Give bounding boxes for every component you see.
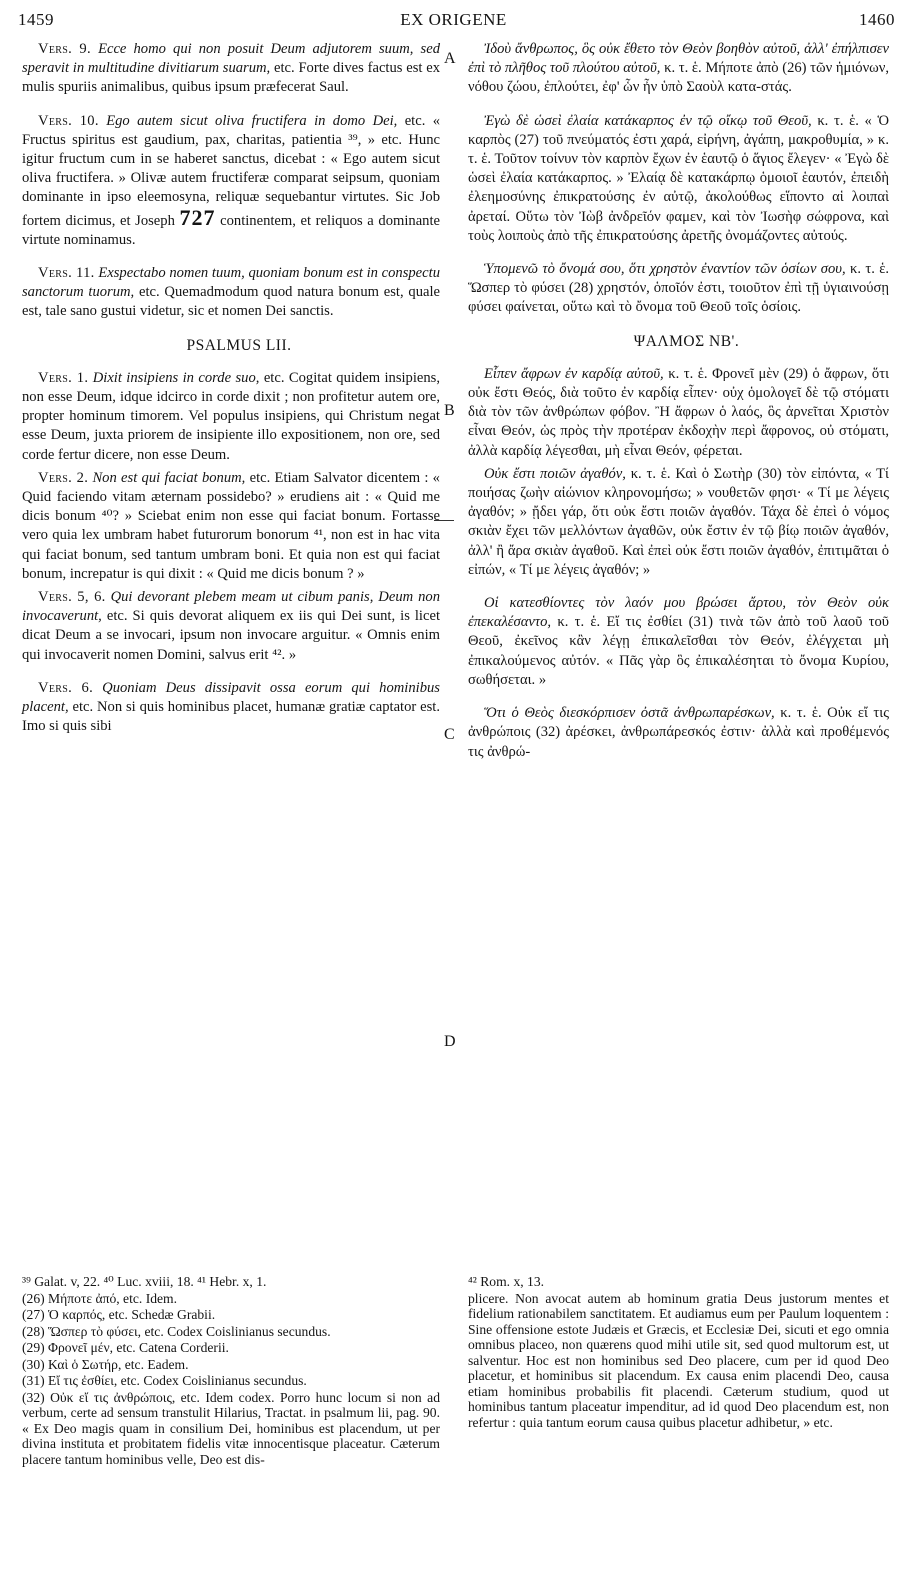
footnote-26: (26) Μήποτε ἀπό, etc. Idem. xyxy=(22,1290,178,1306)
header-title: EX ORIGENE xyxy=(400,10,507,29)
margin-letter-b: B xyxy=(444,402,455,419)
greek-column xyxy=(468,40,889,776)
latin-verse-9: Vers. 9. Ecce homo qui non posuit Deum adjutorem suum, sed speravit in multitudine divitiarum suarum, etc. Forte dives factus est ex mulis spuriis animalibus, quibus ipsum præfecerat Saul. xyxy=(22,41,440,96)
footnote-refs: ³⁹ Galat. v, 22. ⁴⁰ Luc. xviii, 18. ⁴¹ Hebr. x, 1. xyxy=(22,1274,267,1289)
running-header xyxy=(10,10,897,32)
page-mark: 727 xyxy=(179,204,216,230)
latin-psalm-verse-2: Vers. 2. Non est qui faciat bonum, etc. Etiam Salvator dicentem : « Quid faciendo vitam æternam possidebo? » erudiens ait : « Quid me dicis bonum ⁴⁰? » Sciebat enim non esse qui faciat bonum. Fortasse vero quia lex umbram habet futurorum bonorum ⁴¹, non est in hac vita qui faciat bonum, sed tantum umbram boni. Et quia non est qui faciat bonum, increpatur is qui dixit : « Quid me dicis bonum ? » xyxy=(22,469,440,582)
latin-psalm-verse-1: Vers. 1. Dixit insipiens in corde suo, etc. Cogitat quidem insipiens, non esse Deum, idque idcirco in corde dixit ; non profitetur autem ore, propter hominum timorem. Vel populus insipiens, qui Christum negat esse Deum, juxta priorem de insipiente illo expositionem, non ore, sed corde fertur dicere, non esse Deum. xyxy=(22,369,441,463)
footnotes-left xyxy=(22,1274,440,1468)
footnote-28: (28) Ὥσπερ τὸ φύσει, etc. Codex Coislinianus secundus. xyxy=(22,1323,331,1339)
greek-psalm-verse-2: Οὐκ ἔστι ποιῶν ἀγαθόν, κ. τ. ἑ. Καὶ ὁ Σωτὴρ (30) τὸν εἰπόντα, « Τί ποιήσας ζωὴν αἰώνιον κληρονομήσω; » νουθετῶν φησι· « Τί με λέγεις ἀγαθόν; » ᾔδει γάρ, ὅτι οὐκ ἔστι ποιῶν ἀγαθόν. Τάχα δὲ ἐπεὶ ὁ νόμος σκιὰν ἔχει τῶν μελλόντων ἀγαθῶν, οὐκ ἔστιν ἐν τῷ βίῳ ποιῶν ἀγαθόν, ἀλλ' ἢ ἄρα σκιὰν ἀγαθοῦ. Καὶ ἐπεὶ οὐκ ἔστι ποιῶν ἀγαθόν, ἐπιτιμᾶται ὁ εἰπών, « Τί με λέγεις ἀγαθόν; » xyxy=(468,465,889,578)
footnote-continuation: plicere. Non avocat autem ab hominum gratia Deus justorum mentes et fidelium rationabilem sanctitatem. Et audiamus eum per Paulum loquentem : Sine offensione estote Judæis et Græcis, et Ecclesiæ Dei, sicuti et ego omnia omnibus placeo, non quærens quod mihi utile sit, sed quod multorum est, ut salventur. Hoc est non hominibus sed Deo placere, cum per id quod Deo placetur, et hominibus sit placendum. Ex causa enim placendi Deo, causa etiam hominibus probabilis fit placendi. Cæterum studium, quod ut hominibus tantum placeatur impenditur, ad id quod Deo placendum est, non refertur : quia tantum eorum causa quibus placetur adhibetur, » etc. xyxy=(468,1290,889,1430)
greek-verse-10: Ἐγὼ δὲ ὡσεὶ ἐλαία κατάκαρπος ἐν τῷ οἴκῳ τοῦ Θεοῦ, κ. τ. ἑ. « Ὁ καρπὸς (27) τοῦ πνεύματός ἐστι χαρά, εἰρήνη, ἀγάπη, μακροθυμία, » κ. τ. ἑ. Τοῦτον τοίνυν τὸν καρπὸν ἔχων ἐν ἑαυτῷ ὁ ἅγιος ἔλεγεν· « Ἐγὼ δὲ ὡσεὶ ἐλαία κατάκαρπος. » Ἐλαίᾳ δὲ κατακάρπῳ ὁμοιοῖ ἑαυτόν, ἐπειδὴ ἐλεημοσύνης ἐπικρατούσης ἐν αὐτῷ, ἀκολούθως εἵποντο αἱ λοιπαὶ ἀρεταί. Οὕτω τὸν Ἰὼβ ἀνδρεῖόν φαμεν, καὶ τὸν Ἰωσὴφ σώφρονα, καὶ τοὺς λοιποὺς ἀπὸ τῆς ἐπικρατούσης ἀρετῆς ὀνομάζοντες αὐτούς. xyxy=(468,112,889,244)
footnotes-right xyxy=(468,1274,889,1430)
greek-psalm-verse-1: Εἶπεν ἄφρων ἐν καρδίᾳ αὐτοῦ, κ. τ. ἑ. Φρονεῖ μὲν (29) ὁ ἄφρων, ὅτι οὐκ ἔστι Θεός, διὰ τοῦτο ἐν καρδίᾳ εἶπεν· οὐχ ὁμολογεῖ δὲ τῷ στόματι διὰ τὸν τῶν ἀνθρώπων φόβον. Ἢ ἄφρων ὁ λαός, ὃς ἀρνεῖται Χριστὸν εἶναι Θεόν, ὡς πρὸς τὴν προτέραν ἐκδοχὴν περὶ ἄφρονος, οὐ στόματι, ἀλλὰ καρδίᾳ λέγεσθαι, μὴ εἶναι Θεόν, φέρεται. xyxy=(468,365,889,459)
latin-verse-10: Vers. 10. Ego autem sicut oliva fructifera in domo Dei, etc. « Fructus spiritus est gaudium, pax, charitas, patientia ³⁹, » etc. Hunc igitur fructum cum in se haberet sanctus, dicebat : « Ego autem sicut oliva fructifera. » Olivæ autem fructiferæ comparat seipsum, quoniam dominante in ipso eleemosyna, reliquæ sequebantur virtutes. Sic Job fortem dicimus, et Joseph 727 continentem, et reliquos a dominante virtute nominamus. xyxy=(22,112,441,248)
page-number-left: 1459 xyxy=(18,10,54,29)
greek-verse-9: Ἰδοὺ ἄνθρωπος, ὃς οὐκ ἔθετο τὸν Θεὸν βοηθὸν αὐτοῦ, ἀλλ' ἐπήλπισεν ἐπὶ τὸ πλῆθος τοῦ πλούτου αὐτοῦ, κ. τ. ἑ. Μήποτε ἀπὸ (26) τῶν ἡμιόνων, νόθου ζώου, ἐπλούτει, ἐφ' ὧν ἦν ὑπὸ Σαοὺλ κατα-στάς. xyxy=(468,41,890,96)
margin-letter-a: A xyxy=(444,50,456,67)
greek-psalm-title: ΨΑΛΜΟΣ ΝΒ'. xyxy=(633,332,740,350)
footnote-ref-42: ⁴² Rom. x, 13. xyxy=(468,1274,545,1289)
footnote-27: (27) Ὁ καρπός, etc. Schedæ Grabii. xyxy=(22,1307,216,1322)
latin-column xyxy=(22,40,440,751)
latin-psalm-verse-5-6: Vers. 5, 6. Qui devorant plebem meam ut cibum panis, Deum non invocaverunt, etc. Si quis devorat aliquem ex iis qui Dei sunt, is licet dicat Deum a se invocari, ipsum non invocare arguitur. « Omnis enim qui invocaverit nomen Domini, salvus erit ⁴². » xyxy=(22,589,440,663)
greek-psalm-verse-5-6: Οἱ κατεσθίοντες τὸν λαόν μου βρώσει ἄρτου, τὸν Θεὸν οὐκ ἐπεκαλέσαντο, κ. τ. ἑ. Εἴ τις ἐσθίει (31) τινὰ τῶν ἀπὸ τοῦ λαοῦ τοῦ Θεοῦ, ἐκεῖνος κἂν λέγῃ ἐπικαλεῖσθαι τὸν Θεόν, ἐλέγχεται μὴ ἐπικαλούμενος αὐτόν. « Πᾶς γὰρ ὃς ἐπικαλέσηται τὸ ὄνομα Κυρίου, σωθήσεται. » xyxy=(468,595,889,688)
latin-psalm-verse-6: Vers. 6. Quoniam Deus dissipavit ossa eorum qui hominibus placent, etc. Non si quis hominibus placet, humanæ gratiæ captator est. Imo si quis sibi xyxy=(22,679,440,735)
latin-psalm-title: PSALMUS LII. xyxy=(186,336,292,354)
latin-verse-11: Vers. 11. Exspectabo nomen tuum, quoniam bonum est in conspectu sanctorum tuorum, etc. Quemadmodum quod natura bonum est, quale est, tale sano gustui videtur, sic et nomen Dei sanctis. xyxy=(22,265,441,320)
footnote-29: (29) Φρονεῖ μέν, etc. Catena Corderii. xyxy=(22,1340,229,1355)
footnote-30: (30) Καὶ ὁ Σωτήρ, etc. Eadem. xyxy=(22,1356,189,1372)
footnote-31: (31) Εἴ τις ἐσθίει, etc. Codex Coislinianus secundus. xyxy=(22,1373,307,1388)
margin-letter-c: C xyxy=(444,726,455,743)
margin-letter-d: D xyxy=(444,1033,456,1050)
footnote-32: (32) Οὐκ εἴ τις ἀνθρώποις, etc. Idem codex. Porro hunc locum si non ad verbum, certe ad sensum transtulit Hilarius, Tractat. in psalmum lii, pag. 90. « Ex Deo magis quam in consilium Dei, hominibus est placendum, ut per divina instituta et probitatem fidelis vitæ innocentisque placeatur. Cæterum placere tantum hominibus velle, Deo est dis- xyxy=(22,1389,440,1467)
greek-verse-11: Ὑπομενῶ τὸ ὄνομά σου, ὅτι χρηστὸν ἐναντίον τῶν ὁσίων σου, κ. τ. ἑ. Ὥσπερ τὸ φύσει (28) χρηστόν, ὁποῖόν ἐστι, τοιοῦτον ἐπὶ τῇ ὑγιαινούσῃ φύσει φαίνεται, οὕτω καὶ τὸ ὄνομα τοῦ Θεοῦ τοῖς ὁσίοις. xyxy=(468,261,889,316)
greek-psalm-verse-6: Ὅτι ὁ Θεὸς διεσκόρπισεν ὀστᾶ ἀνθρωπαρέσκων, κ. τ. ἑ. Οὐκ εἴ τις ἀνθρώποις (32) ἀρέσκει, ἀνθρωπάρεσκός ἐστιν· ἀλλὰ καὶ προθέμενός τις ἀνθρώ- xyxy=(468,705,889,760)
page-number-right: 1460 xyxy=(859,10,895,29)
